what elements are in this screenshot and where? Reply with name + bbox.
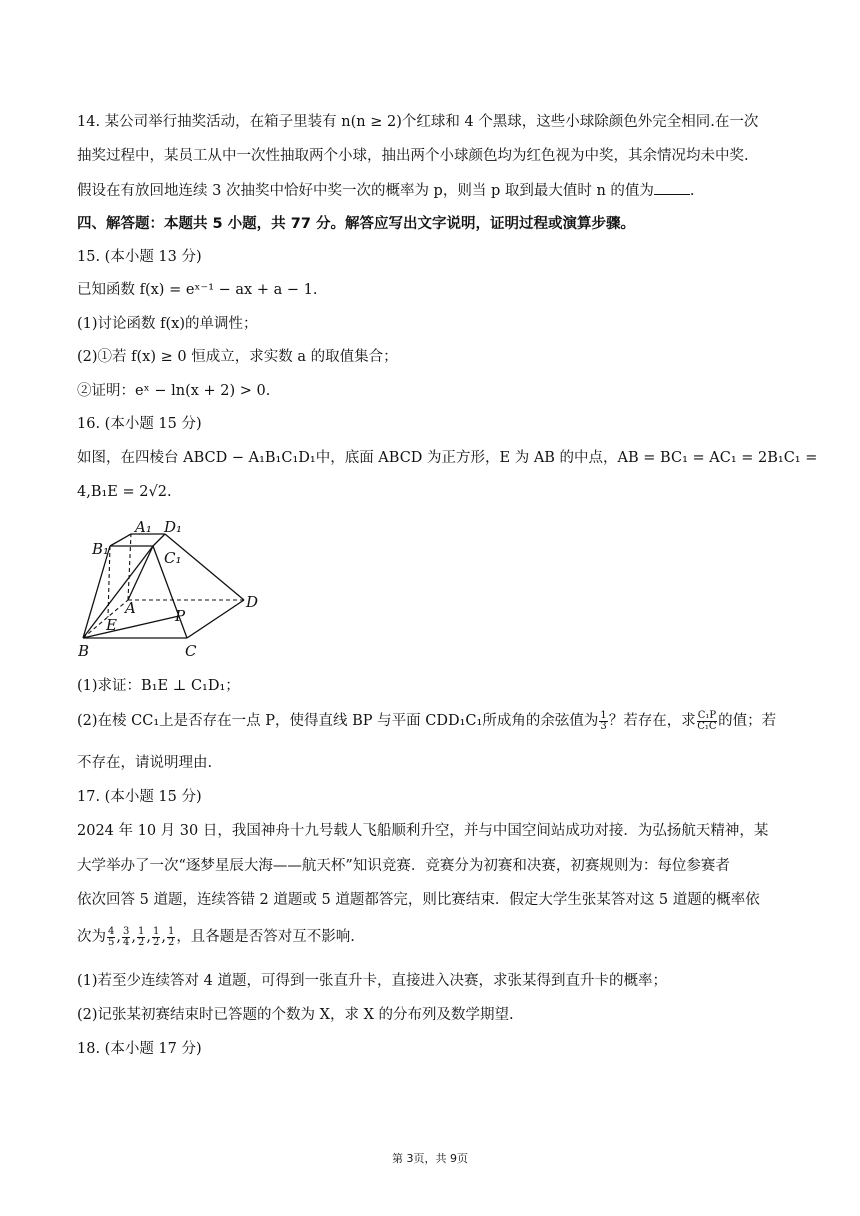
label-c: C — [185, 642, 197, 660]
frustum-figure — [78, 516, 268, 661]
prob-fraction — [122, 927, 130, 948]
prob-fraction — [137, 927, 145, 948]
fraction-denominator: 3 — [600, 720, 607, 732]
prob-fraction — [167, 927, 175, 948]
q17-line-4-post: ，且各题是否答对互不影响. — [176, 929, 355, 945]
label-d1: D₁ — [164, 518, 183, 536]
q16-part-1: (1)求证：B₁E ⊥ C₁D₁； — [77, 678, 240, 694]
fraction-numerator: 3 — [122, 925, 130, 937]
label-a1: A₁ — [135, 518, 152, 536]
fraction-numerator: 4 — [108, 925, 115, 937]
q15-header: 15. (本小题 13 分) — [77, 249, 202, 265]
label-b: B — [78, 642, 90, 660]
q17-part-1: (1)若至少连续答对 4 道题，可得到一张直升卡，直接进入决赛，求张某得到直升卡的概率； — [77, 973, 667, 989]
fraction-ratio — [697, 711, 717, 732]
q14-line-3: 假设在有放回地连续 3 次抽奖中恰好中奖一次的概率为 p，则当 p 取到最大值时 n 的值为 . — [77, 180, 790, 202]
q16-header: 16. (本小题 15 分) — [77, 416, 202, 432]
label-a: A — [125, 599, 136, 617]
fraction-denominator: 2 — [137, 936, 145, 948]
q16-part-2 — [77, 710, 790, 732]
edge-d-d1 — [165, 534, 244, 600]
q14-line-2: 抽奖过程中，某员工从中一次性抽取两个小球，抽出两个小球颜色均为红色视为中奖，其余情况均未中奖. — [77, 148, 749, 164]
fraction-numerator: 1 — [167, 925, 175, 937]
prob-fraction — [107, 927, 115, 948]
q17-line-4: 次为 $\frac{4}{5}$ , $\frac{3}{4}$ , $\frac{1}{2}$ , $\frac{1}{2}$ , $\frac{1}{2}$ ，且各题是否答对互不影响. — [77, 925, 355, 948]
q16-line-1: 如图，在四棱台 ABCD − A₁B₁C₁D₁中，底面 ABCD 为正方形，E 为 AB 的中点，AB = BC₁ = AC₁ = 2B₁C₁ = — [77, 450, 818, 466]
q16-part-2-mid: ？若存在，求 — [608, 713, 696, 729]
q17-header: 17. (本小题 15 分) — [77, 789, 202, 805]
fraction-denominator: 2 — [152, 936, 160, 948]
q17-line-3: 依次回答 5 道题，连续答错 2 道题或 5 道题都答完，则比赛结束．假定大学生张某答对这 5 道题的概率依 — [77, 892, 760, 908]
q14-line-1: 14. 某公司举行抽奖活动，在箱子里装有 n(n ≥ 2)个红球和 4 个黑球，这些小球除颜色外完全相同.在一次 — [77, 114, 759, 130]
fraction-denominator: 4 — [122, 936, 130, 948]
q15-given: 已知函数 f(x) = eˣ⁻¹ − ax + a − 1. — [77, 282, 318, 298]
edge-c-d — [187, 600, 244, 638]
q17-line-1: 2024 年 10 月 30 日，我国神舟十九号载人飞船顺利升空，并与中国空间站成功对接．为弘扬航天精神，某 — [77, 823, 769, 839]
fraction-denominator: 2 — [167, 936, 175, 948]
label-b1: B₁ — [92, 540, 110, 558]
fraction-denominator: 5 — [108, 936, 115, 948]
answer-blank — [654, 180, 690, 195]
q17-part-2: (2)记张某初赛结束时已答题的个数为 X，求 X 的分布列及数学期望. — [77, 1007, 514, 1023]
q16-part-2-post: 的值；若 — [718, 713, 777, 729]
q18-header: 18. (本小题 17 分) — [77, 1041, 202, 1057]
q17-line-4-pre: 次为 — [77, 929, 106, 945]
q16-line-2: 4,B₁E = 2√2. — [77, 484, 172, 500]
hidden-edge-a-a1 — [128, 534, 131, 600]
fraction-denominator: C₁C — [697, 720, 717, 732]
q17-line-2: 大学举办了一次“逐梦星辰大海——航天杯”知识竞赛．竞赛分为初赛和决赛，初赛规则为：每位参赛者 — [77, 858, 730, 874]
fraction-numerator: C₁P — [697, 709, 717, 721]
q14-line-3-text: 假设在有放回地连续 3 次抽奖中恰好中奖一次的概率为 p，则当 p 取到最大值时 n 的值为 — [77, 183, 654, 199]
q15-part-1: (1)讨论函数 f(x)的单调性； — [77, 316, 258, 332]
label-p: P — [175, 607, 186, 625]
q16-part-2-pre: (2)在棱 CC₁上是否存在一点 P，使得直线 BP 与平面 CDD₁C₁所成角的余弦值为 — [77, 713, 599, 729]
section-heading: 四、解答题：本题共 5 小题，共 77 分。解答应写出文字说明，证明过程或演算步骤。 — [77, 216, 635, 232]
fraction-numerator: 1 — [137, 925, 145, 937]
q15-part-2b: ②证明：eˣ − ln(x + 2) > 0. — [77, 383, 271, 399]
page-footer: 第 3页，共 9页 — [392, 1152, 468, 1165]
q15-part-2a: (2)①若 f(x) ≥ 0 恒成立，求实数 a 的取值集合； — [77, 349, 398, 365]
q16-part-2-line-2: 不存在，请说明理由. — [77, 755, 213, 771]
fraction-numerator: 1 — [600, 709, 607, 721]
prob-fraction — [152, 927, 160, 948]
label-d: D — [246, 593, 259, 611]
fraction-numerator: 1 — [152, 925, 160, 937]
edge-b1-a1 — [110, 534, 131, 546]
label-e: E — [106, 616, 117, 634]
fraction-one-third — [599, 711, 607, 732]
label-c1: C₁ — [164, 549, 182, 567]
